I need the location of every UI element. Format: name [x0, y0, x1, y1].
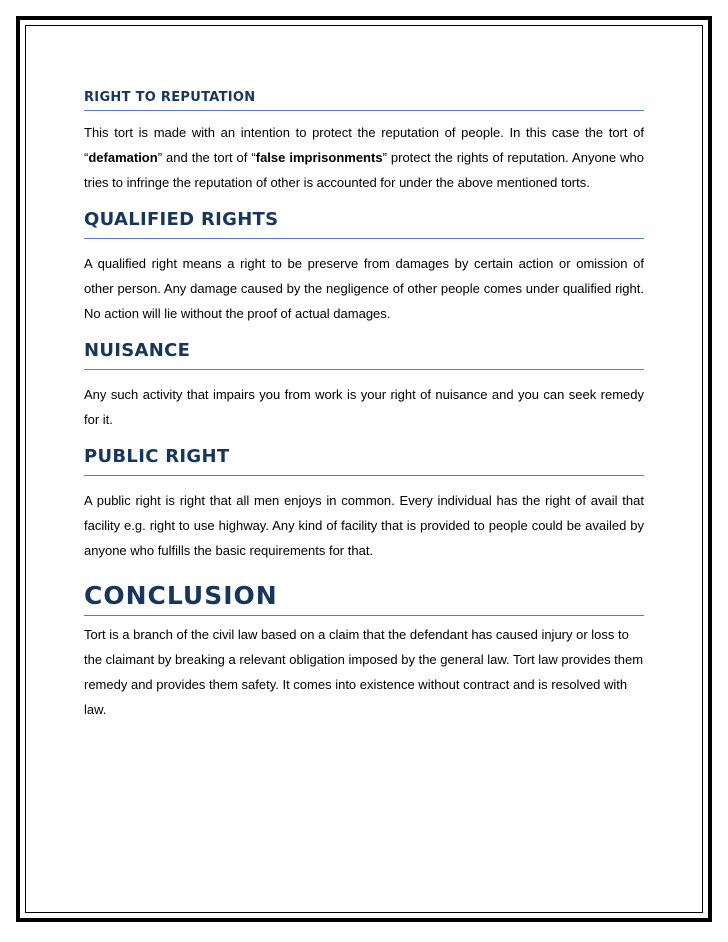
document-body — [84, 84, 644, 722]
term-false-imprisonments: false imprisonments — [255, 150, 383, 165]
heading-qualified-rights: QUALIFIED RIGHTS — [84, 201, 644, 239]
heading-conclusion: CONCLUSION — [84, 581, 644, 616]
paragraph-qualified-rights: A qualified right means a right to be preserve from damages by certain action or omission of other person. Any damage caused by the negligence of other people comes under qualified right. No action will lie without the proof of actual damages. — [84, 256, 644, 321]
paragraph-public-right: A public right is right that all men enjoys in common. Every individual has the right of avail that facility e.g. right to use highway. Any kind of facility that is provided to people could be availed by anyone who fulfills the basic requirements for that. — [84, 493, 644, 558]
paragraph-right-to-reputation: This tort is made with an intention to protect the reputation of people. In this case the tort of “defamation” and the tort of “false imprisonments” protect the rights of reputation. Anyone who tries to infringe the reputation of other is accounted for under the above mentioned torts. — [84, 125, 644, 190]
paragraph-conclusion: Tort is a branch of the civil law based on a claim that the defendant has caused injury or loss to the claimant by breaking a relevant obligation imposed by the general law. Tort law provides them remedy and provides them safety. It comes into existence without contract and is resolved with law. — [84, 627, 644, 717]
term-defamation: defamation — [88, 150, 158, 165]
heading-right-to-reputation: RIGHT TO REPUTATION — [84, 84, 644, 111]
heading-public-right: PUBLIC RIGHT — [84, 438, 644, 476]
heading-nuisance: NUISANCE — [84, 332, 644, 370]
paragraph-nuisance: Any such activity that impairs you from work is your right of nuisance and you can seek remedy for it. — [84, 387, 644, 427]
